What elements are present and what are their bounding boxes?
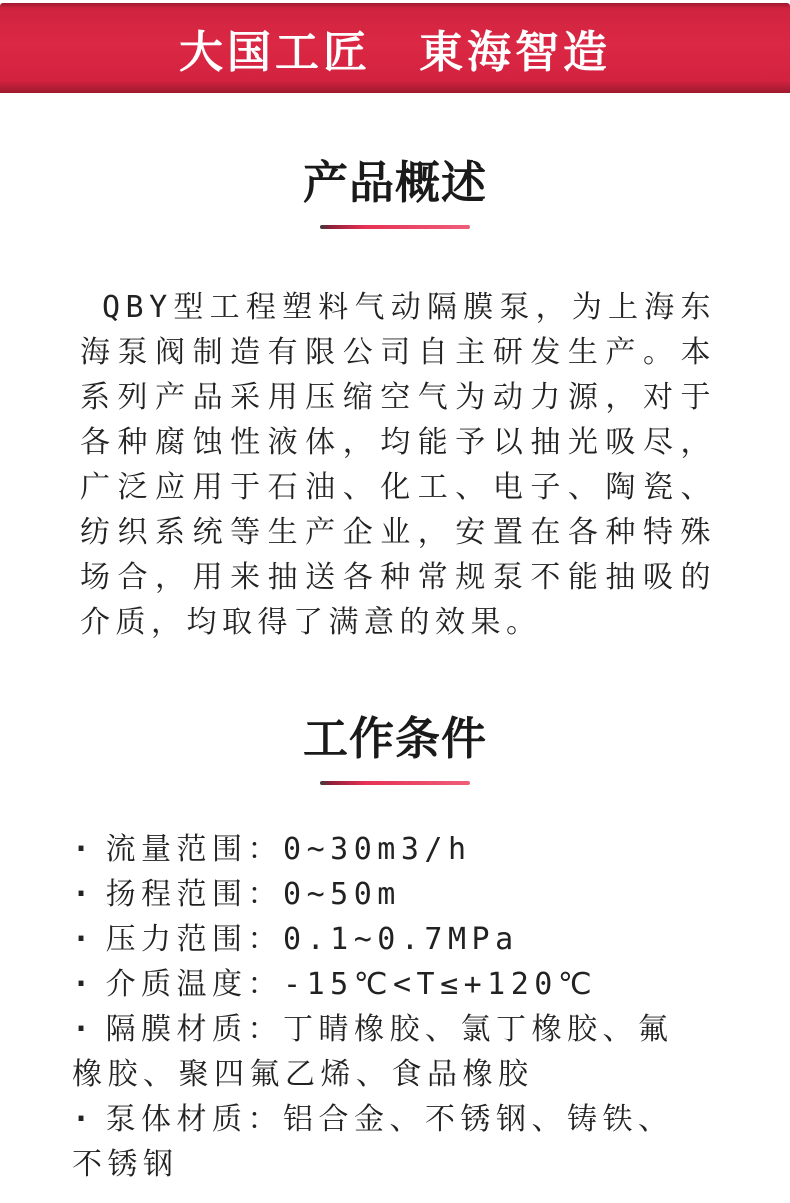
conditions-list — [72, 827, 692, 1187]
list-item-pressure-range — [72, 917, 692, 962]
list-item-head-range — [72, 872, 692, 917]
title-underline-overview — [320, 225, 470, 229]
bullet-icon: · — [72, 967, 96, 1002]
list-item-medium-temperature — [72, 962, 692, 1007]
list-item-diaphragm-material — [72, 1007, 692, 1097]
section-title-overview: 产品概述 — [302, 157, 487, 208]
list-item-label: 流量范围：0~30m3/h — [105, 832, 472, 867]
brand-banner — [0, 3, 790, 93]
section-title-conditions: 工作条件 — [302, 713, 487, 764]
title-underline-conditions — [320, 781, 470, 785]
list-item-flow-range — [72, 827, 692, 872]
bullet-icon: · — [72, 832, 96, 867]
list-item-label: 扬程范围：0~50m — [105, 877, 401, 912]
bullet-icon: · — [72, 1012, 96, 1047]
bullet-icon: · — [72, 1102, 96, 1137]
overview-paragraph: QBY型工程塑料气动隔膜泵，为上海东海泵阀制造有限公司自主研发生产。本系列产品采用压缩空气为动力源，对于各种腐蚀性液体，均能予以抽光吸尽，广泛应用于石油、化工、电子、陶瓷、纺织系统等生产企业，安置在各种特殊场合，用来抽送各种常规泵不能抽吸的介质，均取得了满意的效果。 — [80, 290, 716, 640]
list-item-label: 压力范围：0.1~0.7MPa — [105, 922, 519, 957]
list-item-label: 泵体材质：铝合金、不锈钢、铸铁、不锈钢 — [72, 1102, 674, 1182]
list-item-label: 介质温度：-15℃<T≤+120℃ — [105, 967, 598, 1002]
bullet-icon: · — [72, 922, 96, 957]
bullet-icon: · — [72, 877, 96, 912]
brand-banner-title: 大国工匠 東海智造 — [179, 28, 611, 77]
list-item-label: 隔膜材质：丁睛橡胶、氯丁橡胶、氟橡胶、聚四氟乙烯、食品橡胶 — [72, 1012, 674, 1092]
list-item-pump-body-material — [72, 1097, 692, 1187]
